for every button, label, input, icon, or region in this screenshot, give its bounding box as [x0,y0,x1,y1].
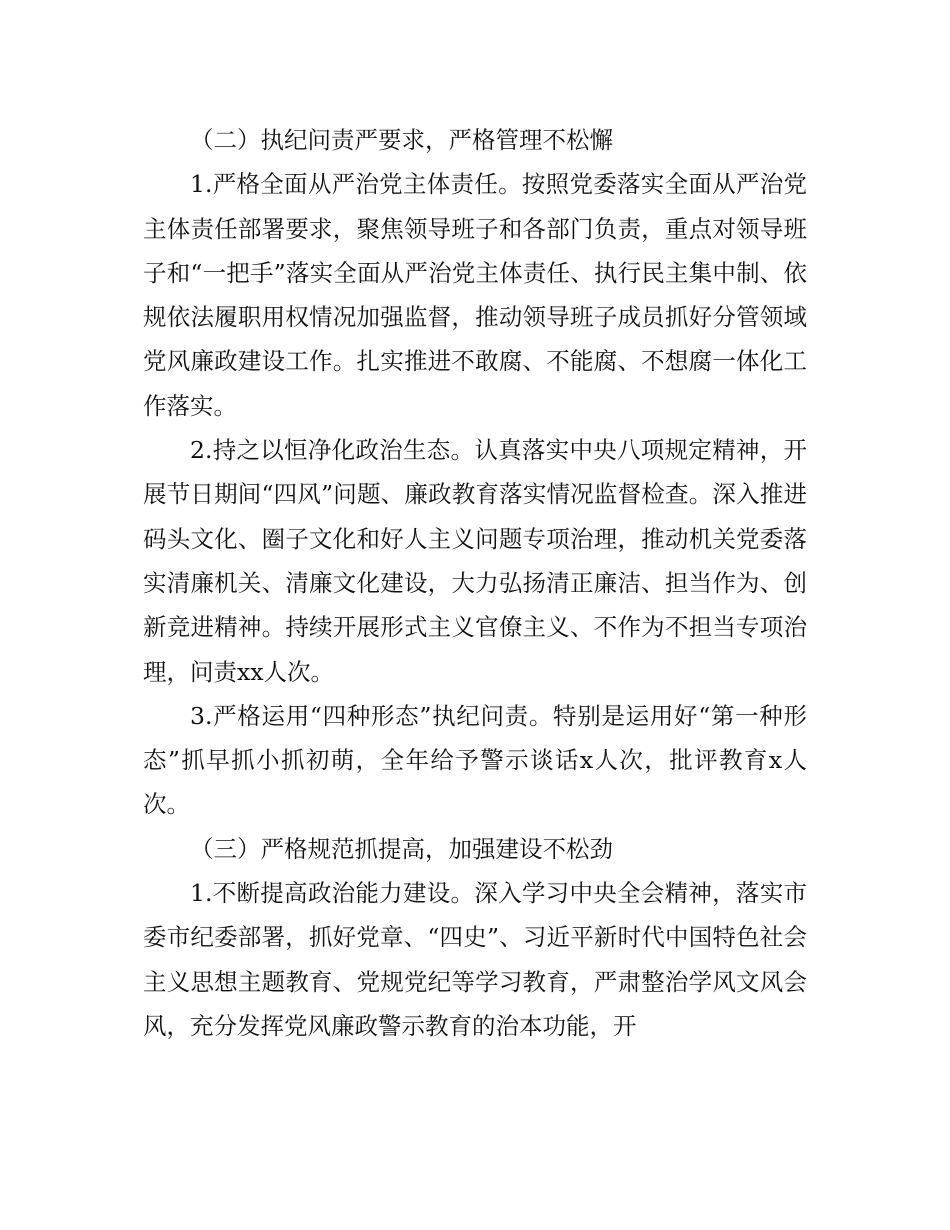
paragraph-item-3: 3.严格运用“四种形态”执纪问责。特别是运用好“第一种形态”抓早抓小抓初萌，全年给予警示谈话x人次，批评教育x人次。 [143,701,807,819]
section-heading-2: （二）执纪问责严要求，严格管理不松懈 [190,126,613,154]
paragraph-item-1-section-3: 1.不断提高政治能力建设。深入学习中央全会精神，落实市委市纪委部署，抓好党章、“四史”、习近平新时代中国特色社会主义思想主题教育、党规党纪等学习教育，严肃整治学风文风会风，充分发挥党风廉政警示教育的治本功能，开 [143,879,807,1040]
paragraph-item-2: 2.持之以恒净化政治生态。认真落实中央八项规定精神，开展节日期间“四风”问题、廉政教育落实情况监督检查。深入推进码头文化、圈子文化和好人主义问题专项治理，推动机关党委落实清廉机关、清廉文化建设，大力弘扬清正廉洁、担当作为、创新竞进精神。持续开展形式主义官僚主义、不作为不担当专项治理，问责xx人次。 [143,436,807,686]
paragraph-item-1: 1.严格全面从严治党主体责任。按照党委落实全面从严治党主体责任部署要求，聚焦领导班子和各部门负责，重点对领导班子和“一把手”落实全面从严治党主体责任、执行民主集中制、依规依法履职用权情况加强监督，推动领导班子成员抓好分管领域党风廉政建设工作。扎实推进不敢腐、不能腐、不想腐一体化工作落实。 [143,170,807,420]
section-heading-3: （三）严格规范抓提高，加强建设不松劲 [190,834,613,863]
document-body [143,118,807,1048]
